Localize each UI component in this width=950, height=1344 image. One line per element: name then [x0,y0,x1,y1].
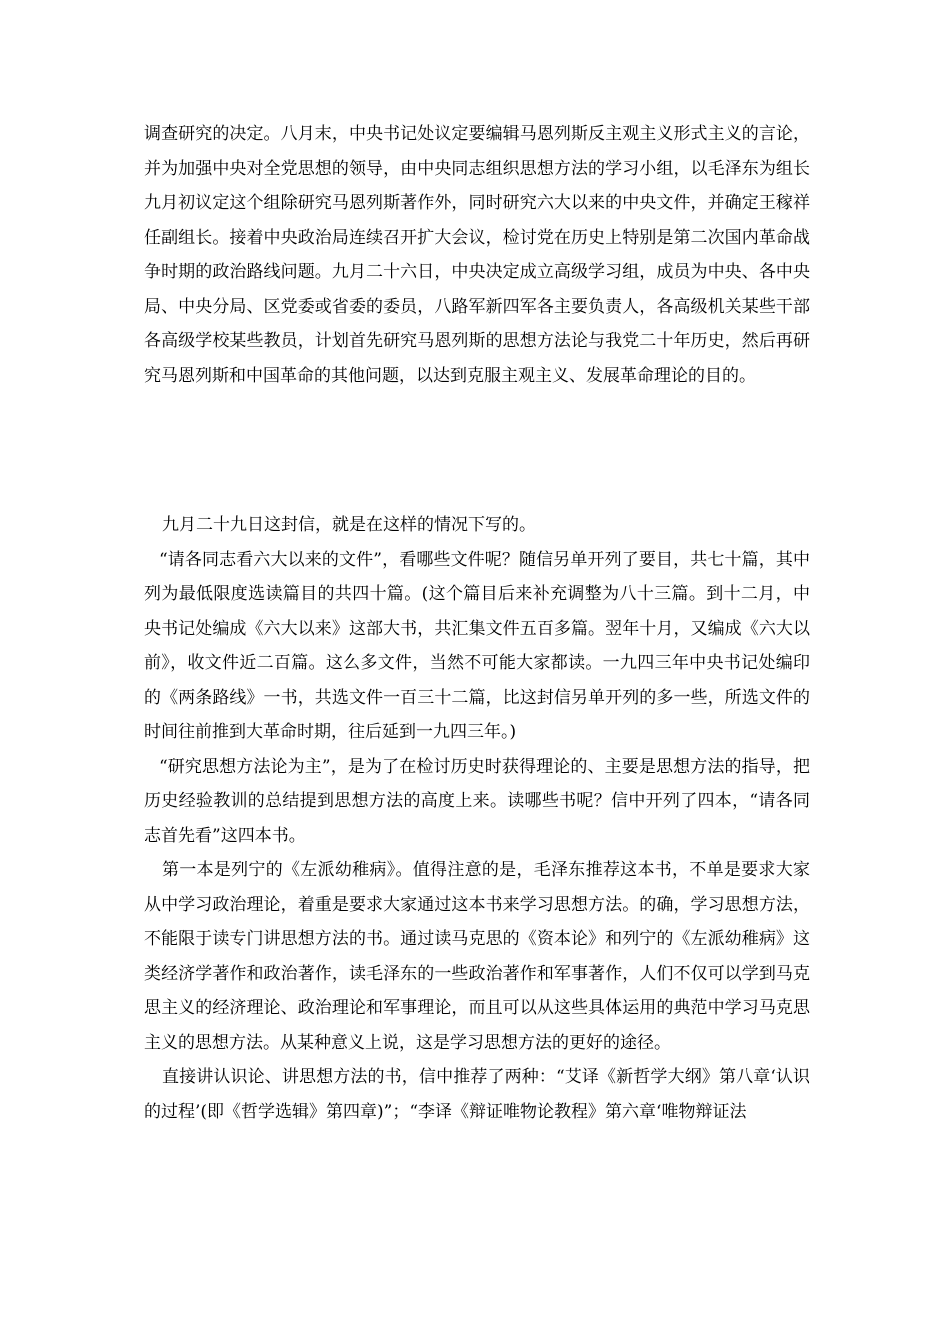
paragraph: 九月二十九日这封信，就是在这样的情况下写的。 [162,515,536,535]
paragraph: “请各同志看六大以来的文件”，看哪些文件呢？随信另单开列了要目，共七十篇，其中列为最低限度选读篇目的共四十篇。(这个篇目后来补充调整为八十三篇。到十二月，中央书记处编成《六大以来》这部大书，共汇集文件五百多篇。翌年十月，又编成《六大以前》，收文件近二百篇。这么多文件，当然不可能大家都读。一九四三年中央书记处编印的《两条路线》一书，共选文件一百三十二篇，比这封信另单开列的多一些，所选文件的时间往前推到大革命时期，往后延到一九四三年。) [144,549,810,742]
paragraph: 第一本是列宁的《左派幼稚病》。值得注意的是，毛泽东推荐这本书，不单是要求大家从中学习政治理论，着重是要求大家通过这本书来学习思想方法。的确，学习思想方法，不能限于读专门讲思想方法的书。通过读马克思的《资本论》和列宁的《左派幼稚病》这类经济学著作和政治著作，读毛泽东的一些政治著作和军事著作，人们不仅可以学到马克思主义的经济理论、政治理论和军事理论，而且可以从这些具体运用的典范中学习马克思主义的思想方法。从某种意义上说，这是学习思想方法的更好的途径。 [144,860,810,1053]
paragraph: “研究思想方法论为主”，是为了在检讨历史时获得理论的、主要是思想方法的指导，把历史经验教训的总结提到思想方法的高度上来。读哪些书呢？信中开列了四本，“请各同志首先看”这四本书。 [144,756,810,846]
text-section-top [144,117,810,393]
text-section-main [144,508,810,1129]
paragraph: 调查研究的决定。八月末，中央书记处议定要编辑马恩列斯反主观主义形式主义的言论，并为加强中央对全党思想的领导，由中央同志组织思想方法的学习小组，以毛泽东为组长九月初议定这个组除研究马恩列斯著作外，同时研究六大以来的中央文件，并确定王稼祥任副组长。接着中央政治局连续召开扩大会议，检讨党在历史上特别是第二次国内革命战争时期的政治路线问题。九月二十六日，中央决定成立高级学习组，成员为中央、各中央局、中央分局、区党委或省委的委员，八路军新四军各主要负责人，各高级机关某些干部各高级学校某些教员，计划首先研究马恩列斯的思想方法论与我党二十年历史，然后再研究马恩列斯和中国革命的其他问题，以达到克服主观主义、发展革命理论的目的。 [144,124,810,386]
paragraph: 直接讲认识论、讲思想方法的书，信中推荐了两种：“艾译《新哲学大纲》第八章‘认识的过程’(即《哲学选辑》第四章)”；“李译《辩证唯物论教程》第六章‘唯物辩证法 [144,1067,810,1122]
